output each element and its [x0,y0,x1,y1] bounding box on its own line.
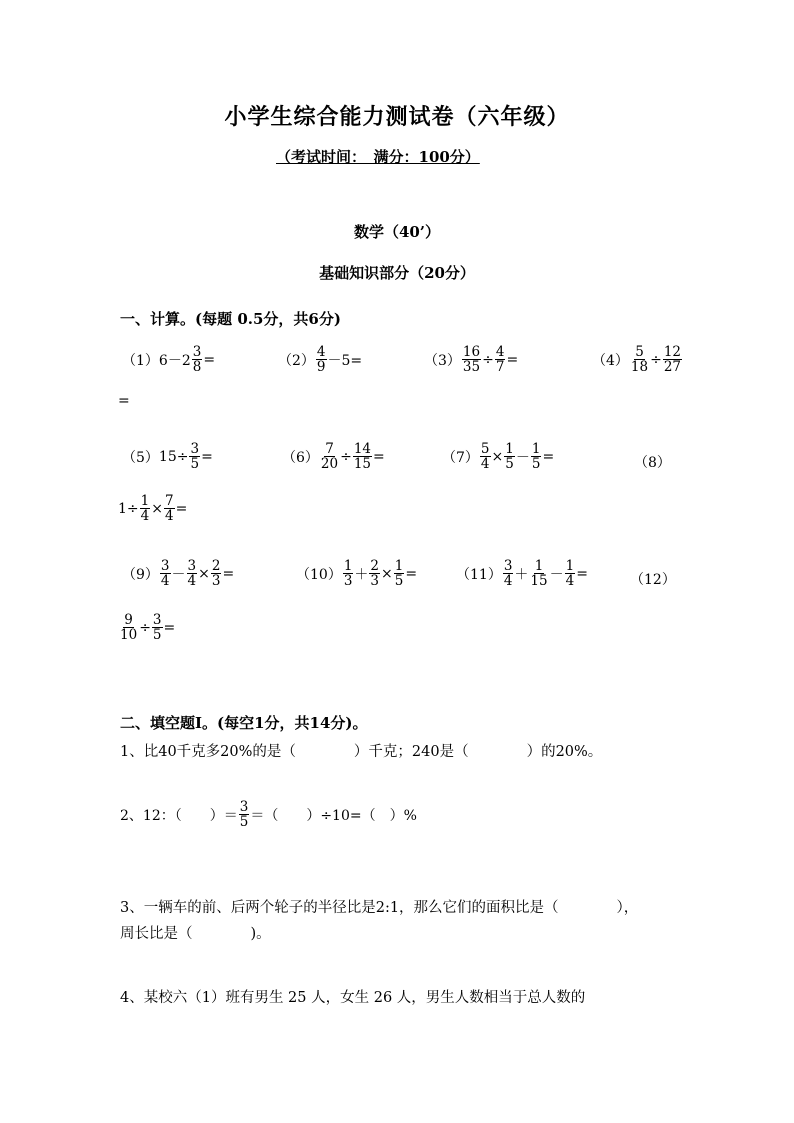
expr-part: = [203,351,216,368]
operator: － [549,566,564,583]
fraction: $\frac{3}{5}$ [239,799,249,831]
calc-item-4 [592,345,683,374]
exam-info: （考试时间： 满分：100分） [276,148,480,166]
expr-part: 2、12：（ ）＝ [120,807,238,824]
item-label: （9） [122,566,159,583]
fraction: $\frac{1}{5}$ [531,441,541,473]
section1-heading: 一、计算。(每题 0.5分，共6分) [120,310,341,328]
item-label: （6） [282,449,319,466]
item-label: （7） [442,449,479,466]
fraction: $\frac{7}{20}$ [320,441,339,473]
expr-part: 1÷ [118,500,139,517]
fraction: $\frac{4}{7}$ [495,344,505,376]
fraction: $\frac{16}{35}$ [462,344,481,376]
page-title: 小学生综合能力测试卷（六年级） [224,104,570,130]
fraction: $\frac{5}{18}$ [630,344,649,376]
fill-question-1: 1、比40千克多20%的是（ ）千克；240是（ ）的20%。 [120,744,603,760]
operator: × [381,565,393,582]
operator: ÷ [650,351,662,368]
calc-item-6 [282,442,385,471]
fraction: $\frac{2}{3}$ [370,558,380,590]
operator: × [198,565,210,582]
operator: ÷ [139,619,151,636]
calc-item-9 [122,559,234,588]
calc-item-3 [424,345,518,374]
fraction: $\frac{12}{27}$ [663,344,682,376]
item-label: （11） [456,566,502,583]
calc-item-10 [296,559,417,588]
fill-question-3-line1: 3、一辆车的前、后两个轮子的半径比是2:1，那么它们的面积比是（ ）， [120,900,639,916]
fraction: $\frac{3}{4}$ [160,558,170,590]
fraction: $\frac{1}{4}$ [140,493,150,525]
expr-part: = [163,619,176,636]
expr-part: 15÷ [158,448,189,465]
fill-question-4: 4、某校六（1）班有男生 25 人，女生 26 人，男生人数相当于总人数的 [120,990,586,1006]
operator: ÷ [340,448,352,465]
item-label: （12） [630,572,676,588]
fraction: $\frac{1}{4}$ [565,558,575,590]
item-label: （8） [634,455,671,471]
expr-part: = [576,565,588,582]
item-label: （5） [122,449,159,466]
calc-item-11 [456,559,588,588]
expr-part: = [222,565,235,582]
item-label: （10） [296,566,342,583]
operator: － [171,566,186,583]
expr-part: = [175,500,188,517]
fraction: $\frac{4}{9}$ [316,344,326,376]
fraction: $\frac{1}{5}$ [394,558,404,590]
part-heading: 基础知识部分（20分） [319,264,475,282]
item-label: （4） [592,352,629,369]
subject-heading: 数学（40’） [353,223,441,241]
operator: ＋ [354,566,369,583]
fraction: $\frac{3}{5}$ [152,612,162,644]
expr-part: = [506,351,519,368]
item-label: （1） [122,352,159,369]
expr-part: 6－2 [158,352,191,369]
calc-item-7 [442,442,554,471]
operator: ÷ [482,351,494,368]
expr-part: = [201,448,213,465]
fraction: $\frac{1}{15}$ [530,558,548,590]
operator: ＋ [514,566,529,583]
fraction: $\frac{9}{10}$ [120,612,138,644]
fraction: $\frac{3}{8}$ [192,344,202,376]
expr-part: －5= [327,352,363,369]
item-label: （3） [424,352,461,369]
operator: － [515,449,530,466]
fill-question-3-line2: 周长比是（ )。 [120,926,271,942]
calc-item-2 [278,345,362,374]
expr-part: = [373,448,385,465]
fraction: $\frac{7}{4}$ [164,493,174,525]
fraction: $\frac{3}{4}$ [187,558,197,590]
expr-part: ＝（ ）÷10=（ ）% [250,807,417,824]
item-label: （2） [278,352,315,369]
fill-question-2 [120,800,417,829]
operator: × [491,448,504,465]
calc-item-5 [122,442,213,471]
fraction: $\frac{14}{15}$ [353,441,372,473]
calc-item-8 [634,452,671,472]
operator: × [151,500,163,517]
fraction: $\frac{1}{5}$ [505,441,514,473]
section2-heading: 二、填空题Ⅰ。(每空1分，共14分)。 [120,714,368,732]
expr-part: = [405,565,418,582]
fraction: $\frac{1}{3}$ [343,558,353,590]
calc-item-12-wrap [118,613,175,642]
fraction: $\frac{5}{4}$ [480,441,490,473]
calc-item-12 [630,569,676,589]
expr-part: = [118,393,130,409]
expr-part: = [542,448,555,465]
calc-item-4-wrap [118,393,130,409]
fraction: $\frac{3}{4}$ [503,558,513,590]
calc-item-8-wrap [118,494,187,523]
fraction: $\frac{2}{3}$ [211,558,221,590]
calc-item-1 [122,345,215,374]
fraction: $\frac{3}{5}$ [190,441,200,473]
